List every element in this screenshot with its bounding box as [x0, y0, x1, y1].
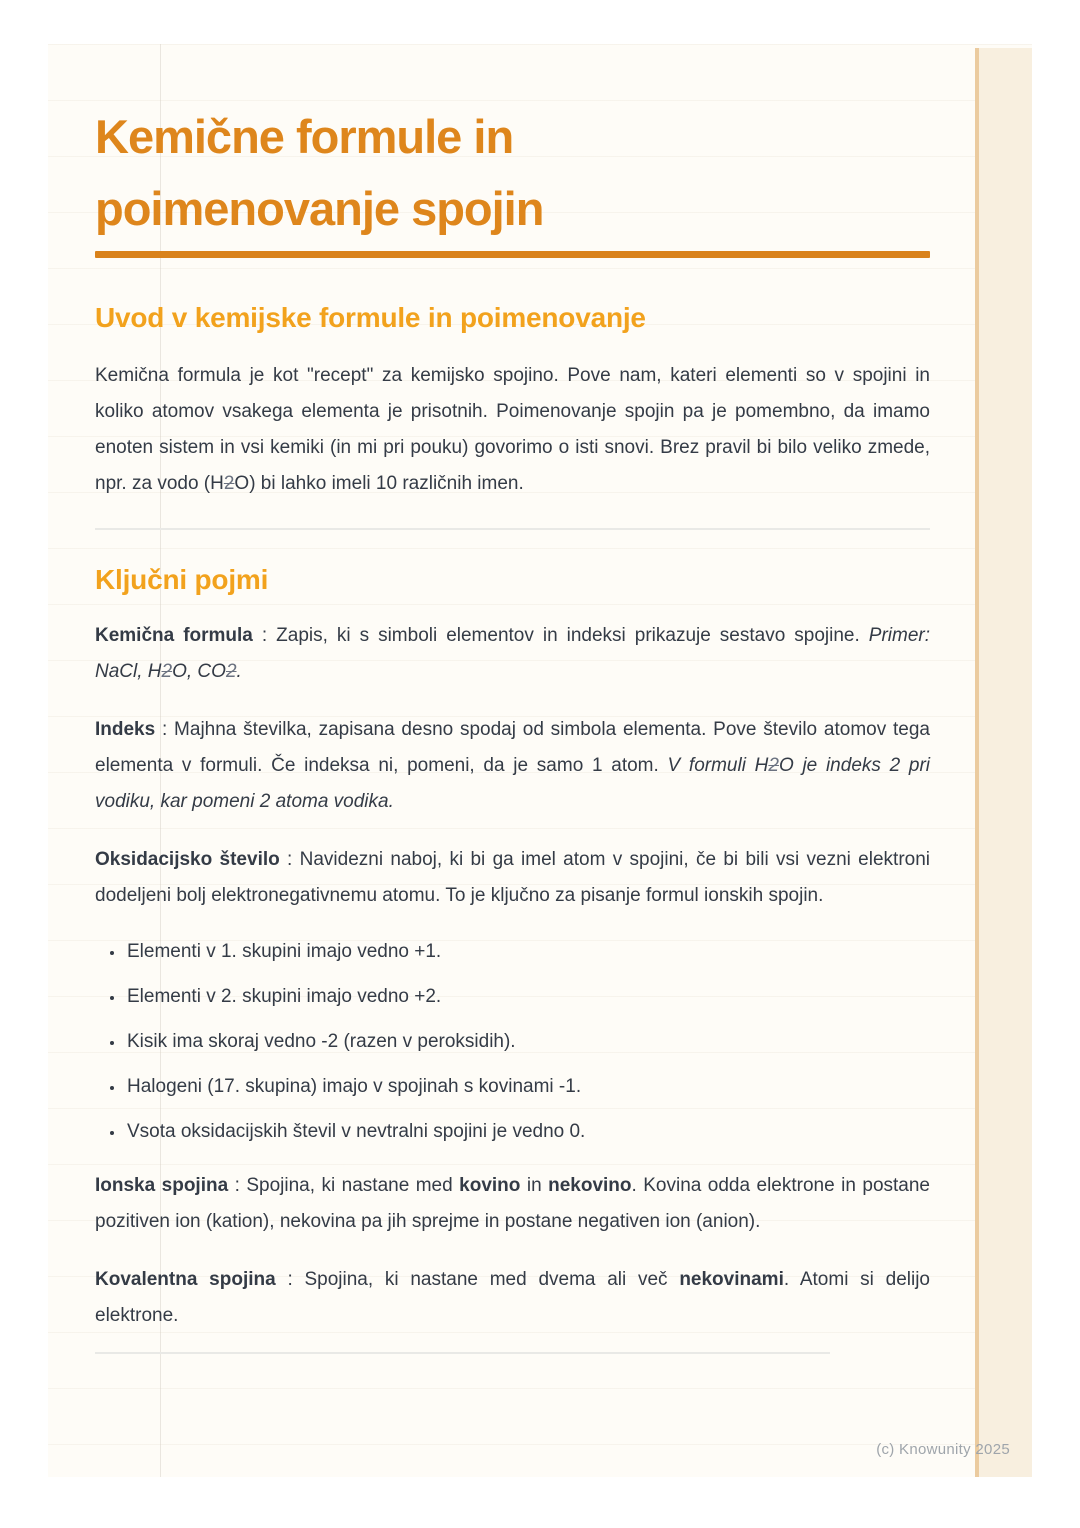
term-paragraph-kemicna-formula: Kemična formula : Zapis, ki s simboli elementov in indeksi prikazuje sestavo spojine. Primer: NaCl, H2O, CO2. [95, 625, 930, 682]
page-title-line-1: Kemične formule in [95, 110, 514, 163]
term-paragraph-oksidacijsko-stevilo: Oksidacijsko število : Navidezni naboj, ki bi ga imel atom v spojini, če bi bili vsi vezni elektroni dodeljeni bolj elektronegativnemu atomu. To je ključno za pisanje formul ionskih spojin. [95, 849, 930, 906]
intro-paragraph: Kemična formula je kot "recept" za kemijsko spojino. Pove nam, kateri elementi so v spojini in koliko atomov vsakega elementa je prisotnih. Poimenovanje spojin pa je pomembno, da imamo enoten sistem in vsi kemiki (in mi pri pouku) govorimo o isti snovi. Brez pravil bi bilo veliko zmede, npr. za vodo (H2O) bi lahko imeli 10 različnih imen. [95, 365, 930, 494]
page-title [95, 101, 930, 245]
section-heading-key-terms: Ključni pojmi [95, 564, 269, 595]
oxidation-rules-list [95, 934, 930, 1150]
term-paragraph-ionska-spojina: Ionska spojina : Spojina, ki nastane med kovino in nekovino. Kovina odda elektrone in postane pozitiven ion (kation), nekovina pa jih sprejme in postane negativen ion (anion). [95, 1175, 930, 1232]
term-paragraph-indeks: Indeks : Majhna številka, zapisana desno spodaj od simbola elementa. Pove število atomov tega elementa v formuli. Če indeksa ni, pomeni, da je samo 1 atom. V formuli H2O je indeks 2 pri vodiku, kar pomeni 2 atoma vodika. [95, 719, 931, 812]
list-item: • Halogeni (17. skupina) imajo v spojinah s kovinami -1. [125, 1069, 930, 1105]
decorative-right-stripe [975, 48, 1032, 1477]
section-heading-intro: Uvod v kemijske formule in poimenovanje [95, 302, 646, 333]
term-paragraph-kovalentna-spojina: Kovalentna spojina : Spojina, ki nastane med dvema ali več nekovinami. Atomi si delijo elektrone. [95, 1269, 930, 1326]
list-item: • Elementi v 2. skupini imajo vedno +2. [125, 979, 930, 1015]
page-content [95, 44, 930, 1354]
list-item: • Elementi v 1. skupini imajo vedno +1. [125, 934, 930, 970]
section-divider [95, 528, 930, 530]
copyright-footer: (c) Knowunity 2025 [876, 1441, 1010, 1458]
bottom-divider [95, 1352, 830, 1354]
list-item: • Kisik ima skoraj vedno -2 (razen v peroksidih). [125, 1024, 930, 1060]
title-underline-rule [95, 251, 930, 258]
document-page-sheet [48, 44, 1032, 1477]
page-title-line-2: poimenovanje spojin [95, 182, 544, 235]
list-item: • Vsota oksidacijskih števil v nevtralni spojini je vedno 0. [125, 1114, 930, 1150]
